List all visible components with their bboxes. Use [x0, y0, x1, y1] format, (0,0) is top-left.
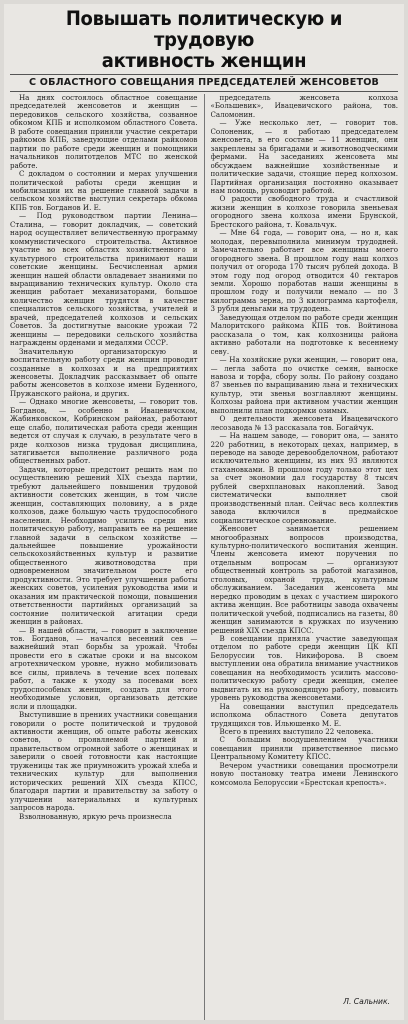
author-signature: Л. Сальник. — [343, 997, 390, 1006]
subheadline-rule — [10, 91, 398, 92]
paragraph: председатель женсовета колхоза «Большевик», Ивацевичского района, тов. Саломонин. — [210, 94, 398, 119]
paragraph: — В нашей области, — говорит в заключение тов. Богданов, — начался весенний сев — важнейший этап борьбы за урожай. Чтобы провести его в сжатые сроки и на высоком агротехническом уровне, нужно мобилизовать все силы, привлечь в течение всех полевых работ, а также к уходу за посевами всех трудоспособных женщин, создать для этого необходимые условия, организовать детские ясли и площадки. — [10, 625, 198, 711]
article-body — [10, 94, 398, 1020]
headline — [26, 8, 383, 71]
headline-line-1: Повышать политическую и трудовую — [65, 7, 343, 51]
left-column — [10, 94, 198, 1020]
paragraph: На днях состоялось областное совещание председателей женсоветов и женщин — передовиков сельского хозяйства, созванное обкомом КПБ и исполкомом областного Совета. В работе совещания приняли участие секретари райкомов КПБ, заведующие отделами райкомов партии по работе среди женщин и помощники начальников политотделов МТС по женской работе. — [10, 94, 198, 170]
paragraph: Женсовет занимается решением многообразных вопросов производства, культурно-политического воспитания женщин. Члены женсовета имеют поручения по отдельным вопросам — организуют общественный контроль за работой магазинов, столовых, охраной труда, культурным обслуживанием. Заседания женсовета мы нередко проводим в цехах с участием широкого актива женщин. Все работницы завода охвачены политической учебой, подписались на газеты, 80 женщин занимаются в кружках по изучению решений XIX съезда КПСС. — [210, 524, 398, 635]
paragraph: Заведующая отделом по работе среди женщин Малоритского райкома КПБ тов. Войтинова рассказала о том, как колхозницы района активно работали на подготовке к весеннему севу. — [210, 312, 398, 356]
paragraph: — Под руководством партии Ленина—Сталина, — говорит докладчик, — советский народ осуществляет величественную программу коммунистического строительства. Активное участие во всех областях хозяйственного и культурного строительства принимают наши советские женщины. Бесчисленная армия женщин нашей области овладевает знаниями по выращиванию технических культур. Около ста женщин работает механизаторами, большое количество женщин трудятся в качестве специалистов сельского хозяйства, учителей и врачей, председателей колхозов и сельских Советов. За достигнутые высокие урожаи 72 женщины — передовики сельского хозяйства награждены орденами и медалями СССР. — [10, 211, 198, 348]
right-column — [211, 94, 399, 1020]
paragraph: О радости свободного труда и счастливой жизни женщин в колхозе говорила звеньевая огородного звена колхоза имени Брунской, Брестского района, т. Ковальчук. — [210, 194, 398, 229]
headline-rule — [10, 74, 398, 75]
paragraph: На совещании выступил председатель исполкома областного Совета депутатов трудящихся тов. Ильюшенко М. Е. — [210, 701, 398, 728]
paragraph: — Однако многие женсоветы, — говорит тов. Богданов, — особенно в Ивацевичском, Жабинковском, Кобринском районах, работают еще слабо, политическая работа среди женщин ведется от случая к случаю, в результате чего в ряде колхозов низка трудовая дисциплина, затягивается выполнение различного рода общественных работ. — [10, 397, 198, 466]
paragraph: — На хозяйские руки женщин, — говорит она, — легла забота по очистке семян, выноске навоза и торфа, сбору золы. По району создано 87 звеньев по выращиванию льна и технических культур, эти звенья возглавляют женщины. Колхозы района при активном участии женщин выполнили план подкормки озимых. — [210, 355, 398, 415]
paragraph: — Мне 64 года, — говорит она, — но я, как молодая, перевыполнила минимум трудодней. Замечательно работает все женщины моего огородного звена. В прошлом году наш колхоз получил от огорода 170 тысяч рублей дохода. В этом году под огород отводится 40 гектаров земли. Хорошо поработав наши женщины в прошлом году и получили немало — по 3 килограмма зерна, по 3 килограмма картофеля, 3 рубля деньгами на трудодень. — [210, 228, 398, 314]
column-divider — [204, 94, 205, 1020]
paragraph: Задачи, которые предстоит решить нам по осуществлению решений XIX съезда партии, требуют дальнейшего повышения трудовой активности советских женщин, в том числе женщин, составляющих половину, а в ряде колхозов, даже большую часть трудоспособного населения. Необходимо усилить среди них политическую работу, направить ее на решение главной задачи в сельском хозяйстве — дальнейшее повышение урожайности сельскохозяйственных культур и развитие общественного животноводства при одновременном значительном росте его продуктивности. Это требует улучшения работы женских советов, усиления руководства ими и оказания им практической помощи, повышения ответственности партийных организаций за состояние политической агитации среди женщин в районах. — [10, 464, 198, 627]
paragraph: Всего в прениях выступило 22 человека. — [219, 726, 374, 736]
subheadline: С ОБЛАСТНОГО СОВЕЩАНИЯ ПРЕДСЕДАТЕЛЕЙ ЖЕНСОВЕТОВ — [28, 77, 380, 88]
paragraph: — Уже несколько лет, — говорит тов. Солоненик, — я работаю председателем женсовета, в его составе — 11 женщин, они закреплены за бригадами и животноводческими фермами. На заседаниях женсовета мы обсуждаем важнейшие хозяйственные и политические задачи, стоящие перед колхозом. Партийная организация постоянно оказывает нам помощь, руководит работой. — [210, 118, 398, 195]
newspaper-page — [4, 4, 404, 1020]
paragraph: С докладом о состоянии и мерах улучшения политической работы среди женщин и мобилизации их на решение главной задачи в сельском хозяйстве выступил секретарь обкома КПБ тов. Богданов И. Е. — [10, 169, 198, 212]
paragraph: О деятельности женсовета Ивацевичского лесозавода № 13 рассказала тов. Богайчук. — [210, 414, 398, 432]
headline-line-2: активность женщин — [101, 49, 307, 72]
paragraph: С большим воодушевлением участники совещания приняли приветственное письмо Центральному Комитету КПСС. — [210, 735, 398, 762]
paragraph: Вечером участники совещания просмотрели новую постановку театра имени Ленинского комсомола Белоруссии «Брестская крепость». — [210, 760, 398, 787]
paragraph: Значительную организаторскую и воспитательную работу среди женщин проводят созданные в колхозах и на предприятиях женсоветы. Докладчик рассказывает об опыте работы женсоветов в колхозе имени Буденного, Пружанского района, и других. — [10, 346, 198, 398]
paragraph: — На нашем заводе, — говорит она, — занято 220 работниц, в некоторых цехах, например, в переводе на заводе деревообделочном, работают исключительно женщины, из них 93 являются стахановками. В прошлом году только этот цех за счет экономии дал государству 8 тысяч рублей сверхплановых накоплений. Завод систематически выполняет свой производственный план. Сейчас весь коллектив завода включился в предмайское социалистическое соревнование. — [210, 431, 398, 525]
paragraph: Взволнованную, яркую речь произнесла — [19, 811, 172, 821]
paragraph: В совещании приняла участие заведующая отделом по работе среди женщин ЦК КП Белоруссии тов. Никифорова. В своем выступлении она обратила внимание участников совещания на необходимость усилить массово-политическую работу среди женщин, смелее выдвигать их на руководящую работу, повысить уровень руководства женсоветами. — [210, 634, 398, 703]
paragraph: Выступившие в прениях участники совещания говорили о росте политической и трудовой активности женщин, об опыте работы женских советов, о проявляемой партией и правительством огромной заботе о женщинах и заверили о своей готовности как настоящие труженицы так же приумножить урожай хлеба и технических культур для выполнения исторических решений XIX съезда КПСС, благодаря партии и правительству за заботу о улучшении материальных и культурных запросов народа. — [10, 710, 198, 813]
